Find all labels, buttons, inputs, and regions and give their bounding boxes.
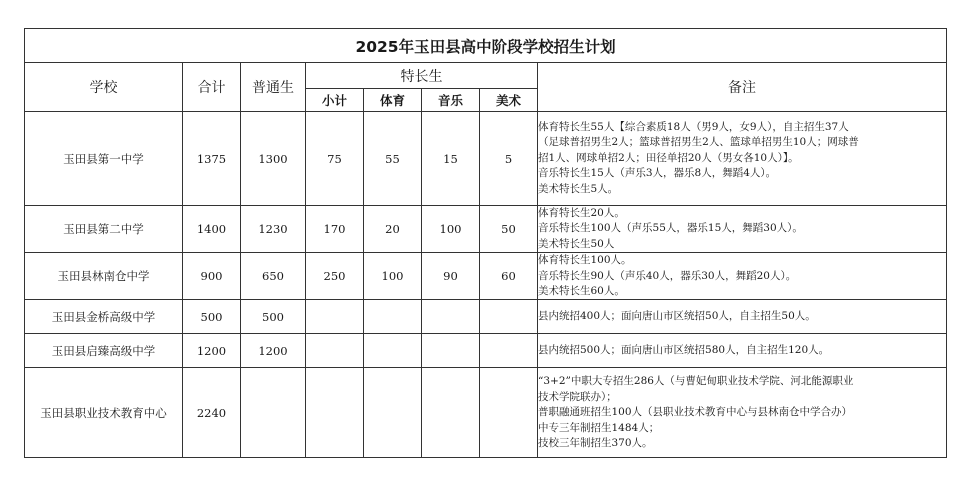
remark-line: 美术特长生50人 (538, 237, 615, 250)
regular-count: 1230 (241, 206, 306, 253)
music-count: 90 (422, 253, 480, 300)
remark-line: 县内统招500人；面向唐山市区统招580人，自主招生120人。 (538, 344, 830, 357)
header-special: 特长生 (306, 63, 538, 89)
remark-line: 中专三年制招生1484人； (538, 421, 660, 434)
music-count: 15 (422, 112, 480, 206)
header-total: 合计 (183, 63, 241, 112)
remarks-cell (538, 253, 947, 300)
regular-count: 1200 (241, 334, 306, 368)
table-row (25, 206, 947, 253)
sports-count: 20 (364, 206, 422, 253)
remark-line: 技术学院联办）； (538, 390, 617, 403)
total-count: 1400 (183, 206, 241, 253)
regular-count: 650 (241, 253, 306, 300)
remark-line: 音乐特长生100人（声乐55人，器乐15人，舞蹈30人）。 (538, 222, 803, 235)
remark-line: （足球普招男生2人；篮球普招男生2人、篮球单招男生10人；网球普 (538, 136, 859, 149)
music-count: 100 (422, 206, 480, 253)
art-count: 50 (480, 206, 538, 253)
header-subtotal: 小计 (306, 89, 364, 112)
remark-line: 招1人、网球单招2人；田径单招20人（男女各10人）】。 (538, 151, 799, 164)
remarks-cell (538, 300, 947, 334)
total-count: 2240 (183, 368, 241, 458)
art-count: 60 (480, 253, 538, 300)
special-subtotal: 250 (306, 253, 364, 300)
table-row (25, 253, 947, 300)
sports-count: 100 (364, 253, 422, 300)
art-count: 5 (480, 112, 538, 206)
header-sports: 体育 (364, 89, 422, 112)
school-name: 玉田县林南仓中学 (25, 253, 183, 300)
regular-count: 500 (241, 300, 306, 334)
header-remarks: 备注 (538, 63, 947, 112)
remark-line: 音乐特长生90人（声乐40人，器乐30人，舞蹈20人）。 (538, 269, 797, 282)
school-name: 玉田县第二中学 (25, 206, 183, 253)
table-row (25, 368, 947, 458)
remark-line: 普职融通班招生100人（县职业技术教育中心与县林南仓中学合办） (538, 406, 853, 419)
total-count: 500 (183, 300, 241, 334)
remark-line: 体育特长生20人。 (538, 207, 625, 219)
sports-count: 55 (364, 112, 422, 206)
music-count (422, 368, 480, 458)
sports-count (364, 368, 422, 458)
enrollment-plan-table (24, 28, 947, 458)
remark-line: 县内统招400人；面向唐山市区统招50人，自主招生50人。 (538, 310, 816, 323)
remarks-cell (538, 206, 947, 253)
total-count: 1200 (183, 334, 241, 368)
header-art: 美术 (480, 89, 538, 112)
remark-line: “3+2”中职大专招生286人（与曹妃甸职业技术学院、河北能源职业 (538, 375, 854, 388)
special-subtotal (306, 368, 364, 458)
header-school: 学校 (25, 63, 183, 112)
special-subtotal (306, 334, 364, 368)
school-name: 玉田县第一中学 (25, 112, 183, 206)
remark-line: 美术特长生5人。 (538, 182, 619, 195)
regular-count: 1300 (241, 112, 306, 206)
table-row (25, 300, 947, 334)
table-title: 2025年玉田县高中阶段学校招生计划 (25, 29, 947, 63)
header-music: 音乐 (422, 89, 480, 112)
school-name: 玉田县启臻高级中学 (25, 334, 183, 368)
total-count: 1375 (183, 112, 241, 206)
sports-count (364, 300, 422, 334)
special-subtotal: 170 (306, 206, 364, 253)
table-row (25, 112, 947, 206)
special-subtotal (306, 300, 364, 334)
music-count (422, 334, 480, 368)
art-count (480, 368, 538, 458)
remarks-cell (538, 112, 947, 206)
remark-line: 美术特长生60人。 (538, 285, 625, 298)
table-row (25, 334, 947, 368)
remark-line: 体育特长生55人【综合素质18人（男9人，女9人），自主招生37人 (538, 120, 849, 133)
sports-count (364, 334, 422, 368)
art-count (480, 334, 538, 368)
art-count (480, 300, 538, 334)
total-count: 900 (183, 253, 241, 300)
regular-count (241, 368, 306, 458)
remarks-cell (538, 368, 947, 458)
header-regular: 普通生 (241, 63, 306, 112)
school-name: 玉田县职业技术教育中心 (25, 368, 183, 458)
music-count (422, 300, 480, 334)
remarks-cell (538, 334, 947, 368)
remark-line: 技校三年制招生370人。 (538, 437, 653, 450)
remark-line: 体育特长生100人。 (538, 254, 632, 267)
school-name: 玉田县金桥高级中学 (25, 300, 183, 334)
special-subtotal: 75 (306, 112, 364, 206)
remark-line: 音乐特长生15人（声乐3人，器乐8人，舞蹈4人）。 (538, 167, 777, 180)
